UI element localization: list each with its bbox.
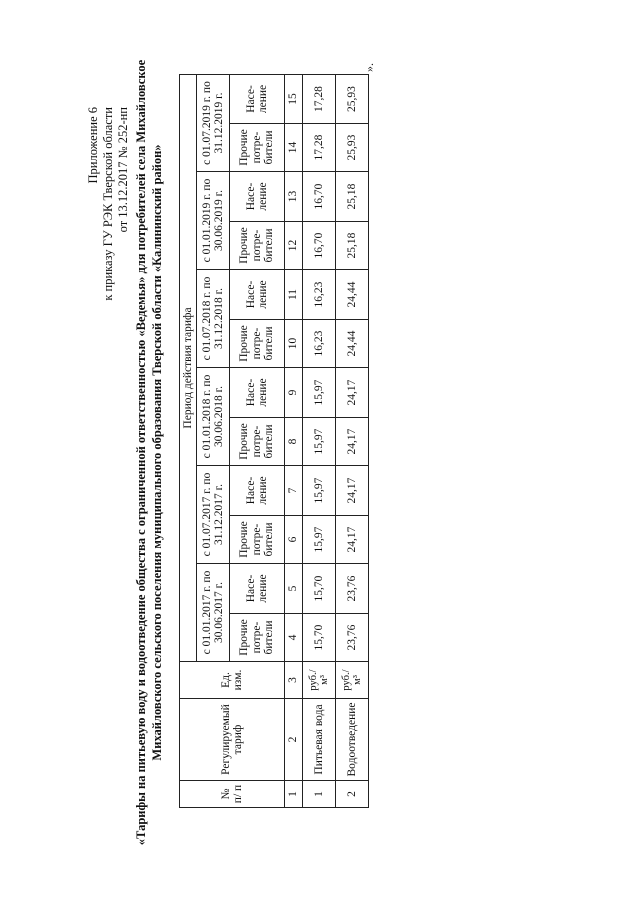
row-unit: руб./ м³ bbox=[336, 662, 369, 699]
row-unit: руб./ м³ bbox=[303, 662, 336, 699]
tariff-value: 24,17 bbox=[336, 516, 369, 564]
title-line-2: Михайловского сельского поселения муниципального образования Тверской области «Калининский район» bbox=[149, 144, 164, 761]
col-number: 4 bbox=[285, 614, 303, 662]
col-number: 11 bbox=[285, 270, 303, 320]
tariff-value: 25,18 bbox=[336, 222, 369, 270]
period-1: с 01.01.2017 г. по 30.06.2017 г. bbox=[197, 564, 230, 662]
col-number: 7 bbox=[285, 466, 303, 516]
tariff-value: 25,93 bbox=[336, 75, 369, 124]
row-no: 2 bbox=[336, 781, 369, 808]
order-reference: к приказу ГУ РЭК Тверской области bbox=[101, 107, 115, 301]
document-header bbox=[86, 107, 131, 301]
tariff-value: 16,70 bbox=[303, 172, 336, 222]
row-tariff-name: Водоотведение bbox=[336, 699, 369, 781]
row-no: 1 bbox=[303, 781, 336, 808]
tariff-value: 16,23 bbox=[303, 270, 336, 320]
column-number-row bbox=[285, 75, 303, 808]
tariff-value: 23,76 bbox=[336, 614, 369, 662]
tariff-value: 24,17 bbox=[336, 368, 369, 418]
header-period: Период действия тарифа bbox=[180, 75, 197, 662]
order-date-number: от 13.12.2017 № 252-нп bbox=[116, 107, 130, 233]
period-3: с 01.01.2018 г. по 30.06.2018 г. bbox=[197, 368, 230, 466]
header-no: № п/ п bbox=[180, 781, 285, 808]
document-title bbox=[134, 0, 165, 905]
col-number: 12 bbox=[285, 222, 303, 270]
tariff-value: 15,97 bbox=[303, 368, 336, 418]
tariff-value: 23,76 bbox=[336, 564, 369, 614]
title-line-1: «Тарифы на питьевую воду и водоотведение общества с ограниченной ответственностью «Ведемья» для потребителей села Михайловское bbox=[134, 59, 148, 846]
header-unit: Ед. изм. bbox=[180, 662, 285, 699]
tariff-value: 17,28 bbox=[303, 124, 336, 172]
sub-other: Прочие потре- бители bbox=[230, 614, 285, 662]
sub-population: Насе- ление bbox=[230, 368, 285, 418]
header-row-period bbox=[180, 75, 197, 808]
col-number: 1 bbox=[285, 781, 303, 808]
col-number: 10 bbox=[285, 320, 303, 368]
tariff-value: 17,28 bbox=[303, 75, 336, 124]
sub-other: Прочие потре- бители bbox=[230, 124, 285, 172]
tariff-value: 24,17 bbox=[336, 418, 369, 466]
closing-quote: ». bbox=[362, 63, 376, 72]
appendix-label: Приложение 6 bbox=[86, 107, 100, 184]
tariff-table bbox=[179, 74, 369, 808]
col-number: 9 bbox=[285, 368, 303, 418]
tariff-value: 24,17 bbox=[336, 466, 369, 516]
table-row bbox=[336, 75, 369, 808]
sub-other: Прочие потре- бители bbox=[230, 516, 285, 564]
col-number: 6 bbox=[285, 516, 303, 564]
sub-population: Насе- ление bbox=[230, 75, 285, 124]
col-number: 5 bbox=[285, 564, 303, 614]
sub-population: Насе- ление bbox=[230, 564, 285, 614]
tariff-value: 25,18 bbox=[336, 172, 369, 222]
sub-population: Насе- ление bbox=[230, 172, 285, 222]
sub-population: Насе- ление bbox=[230, 270, 285, 320]
period-4: с 01.07.2018 г. по 31.12.2018 г. bbox=[197, 270, 230, 368]
col-number: 2 bbox=[285, 699, 303, 781]
tariff-value: 24,44 bbox=[336, 270, 369, 320]
sub-population: Насе- ление bbox=[230, 466, 285, 516]
tariff-value: 15,97 bbox=[303, 418, 336, 466]
tariff-value: 15,97 bbox=[303, 516, 336, 564]
col-number: 14 bbox=[285, 124, 303, 172]
tariff-value: 24,44 bbox=[336, 320, 369, 368]
table-row bbox=[303, 75, 336, 808]
col-number: 15 bbox=[285, 75, 303, 124]
tariff-value: 15,97 bbox=[303, 466, 336, 516]
tariff-value: 25,93 bbox=[336, 124, 369, 172]
period-5: с 01.01.2019 г. по 30.06.2019 г. bbox=[197, 172, 230, 270]
col-number: 3 bbox=[285, 662, 303, 699]
header-tariff: Регулируемый тариф bbox=[180, 699, 285, 781]
sub-other: Прочие потре- бители bbox=[230, 418, 285, 466]
period-2: с 01.07.2017 г. по 31.12.2017 г. bbox=[197, 466, 230, 564]
tariff-value: 15,70 bbox=[303, 614, 336, 662]
tariff-value: 15,70 bbox=[303, 564, 336, 614]
col-number: 8 bbox=[285, 418, 303, 466]
sub-other: Прочие потре- бители bbox=[230, 320, 285, 368]
row-tariff-name: Питьевая вода bbox=[303, 699, 336, 781]
period-6: с 01.07.2019 г. по 31.12.2019 г. bbox=[197, 75, 230, 172]
tariff-value: 16,23 bbox=[303, 320, 336, 368]
col-number: 13 bbox=[285, 172, 303, 222]
tariff-value: 16,70 bbox=[303, 222, 336, 270]
sub-other: Прочие потре- бители bbox=[230, 222, 285, 270]
